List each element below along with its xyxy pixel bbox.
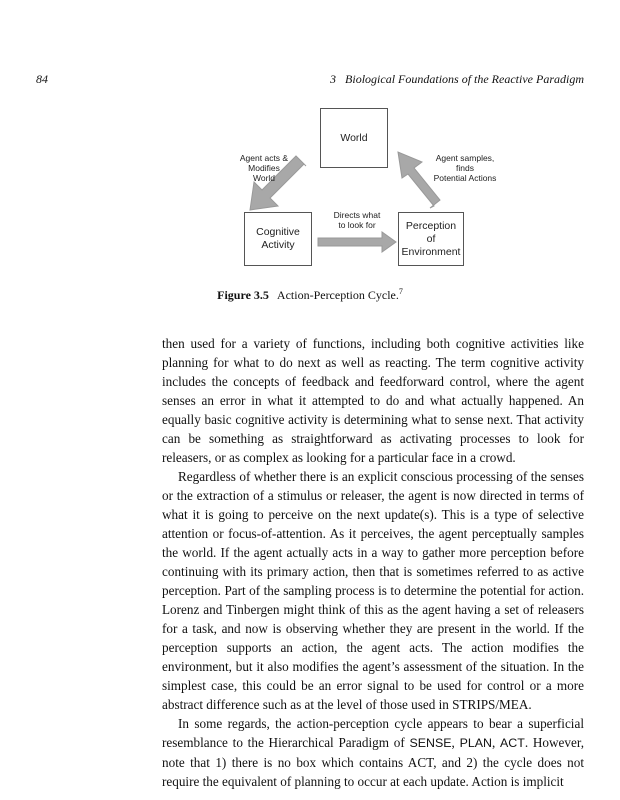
caption-number: Figure 3.5 [217, 288, 269, 302]
action-perception-figure [0, 0, 620, 300]
paragraph-1: then used for a variety of functions, including both cognitive activities like planning for what to do next as well as reacting. The term cognitive activity includes the concepts of feedback and feedforward control, where the agent senses an error in what it attempted to do and what actually happened. An equally basic cognitive activity is determining what to sense next. That activity can be something as straightforward as activating processes to look for releasers, or as complex as looking for a particular face in a crowd. [162, 336, 584, 465]
sense-term: SENSE [409, 736, 452, 750]
caption-text: Action-Perception Cycle. [276, 288, 399, 302]
arrow-cognitive-to-perception [318, 232, 396, 252]
running-head: 3 Biological Foundations of the Reactive Paradigm [330, 72, 584, 86]
world-box [320, 108, 388, 168]
paragraph-2: Regardless of whether there is an explicit conscious processing of the senses or the extraction of a stimulus or releaser, the agent is now directed in terms of what it is going to perceive on the next update(s). This is a type of selective attention or focus-of-attention. As it perceives, the agent perceptually samples the world. If the agent actually acts in a way to gather more perception before continuing with its primary action, then that is sometimes referred to as active perception. Part of the sampling process is to determine the potential for action. Lorenz and Tinbergen might think of this as the agent having a set of releasers for a task, and now is observing whether they are present in the world. If the perception supports an action, the agent acts. The action modifies the environment, but it also modifies the agent’s assessment of the situation. In the simplest case, this could be an error signal to be used for control or a more abstract difference such as at the level of those used in STRIPS/MEA. [162, 469, 584, 712]
directs-label: Directs what to look for [333, 210, 381, 230]
plan-term: PLAN [459, 736, 492, 750]
paragraph-3-end: . However, note that 1) there is no box which contains ACT, and 2) the cycle does not require the equivalent of planning to occur at each update. Action is implicit [162, 735, 585, 789]
agent-acts-label: Agent acts & Modifies World [239, 153, 289, 183]
perception-box [398, 212, 464, 266]
paragraph-3 [162, 714, 584, 791]
perception-box-label: Perception of Environment [401, 219, 461, 258]
body-text [162, 334, 584, 791]
page-number: 84 [36, 72, 48, 86]
agent-samples-label: Agent samples, finds Potential Actions [433, 153, 497, 183]
world-box-label: World [340, 131, 368, 144]
sep-2: , [491, 735, 501, 750]
cognitive-box-label: Cognitive Activity [256, 226, 300, 251]
sep-1: , [451, 735, 460, 750]
paragraph-3-start: In some regards, the action-perception cycle appears to bear a superficial resemblance to the Hierarchical Paradigm of [162, 716, 584, 750]
caption-footnote: 7 [398, 287, 403, 296]
figure-caption [0, 287, 620, 303]
cognitive-activity-box [244, 212, 312, 266]
act-term: ACT [500, 736, 525, 750]
